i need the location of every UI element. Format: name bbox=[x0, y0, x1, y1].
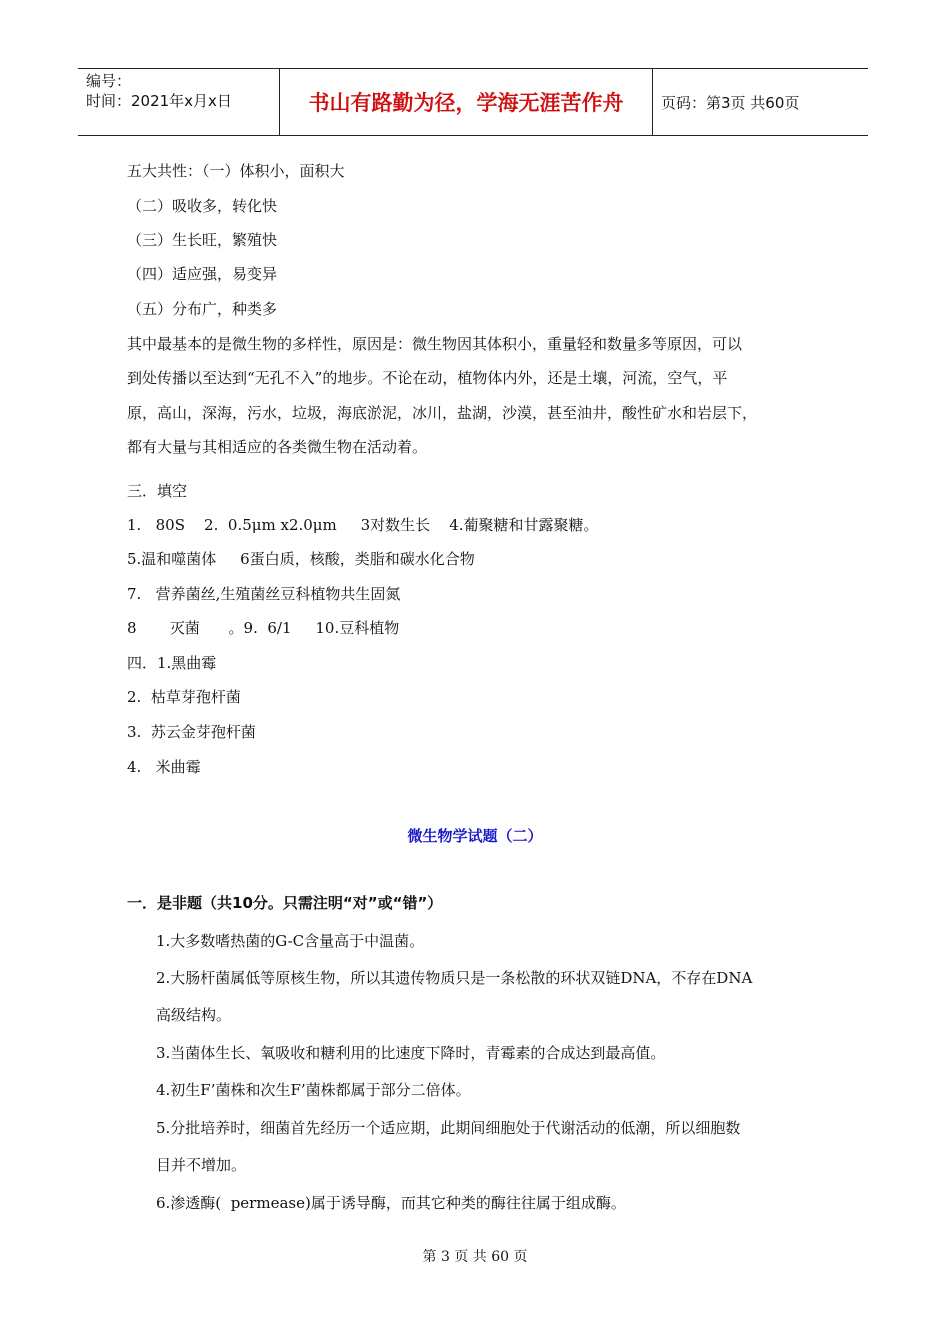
section-heading: 一．是非题（共10分。只需注明“对”或“错”） bbox=[127, 894, 443, 912]
answer-line: 8 灭菌 。9. 6/1 10.豆科植物 bbox=[127, 619, 400, 637]
header-page-number: 页码：第3页 共60页 bbox=[661, 93, 800, 112]
answer-line: （五）分布广，种类多 bbox=[127, 300, 278, 318]
answer-line: 4. 米曲霉 bbox=[127, 758, 201, 776]
answer-line: 都有大量与其相适应的各类微生物在活动着。 bbox=[127, 438, 428, 456]
answer-line: 五大共性：（一）体积小，面积大 bbox=[127, 162, 345, 180]
answer-line: 其中最基本的是微生物的多样性，原因是：微生物因其体积小，重量轻和数量多等原因，可以 bbox=[127, 335, 743, 353]
answer-line: （二）吸收多，转化快 bbox=[127, 197, 278, 215]
question-line: 4.初生F’菌株和次生F’菌株都属于部分二倍体。 bbox=[156, 1081, 471, 1099]
code-label: 编号： bbox=[86, 72, 132, 90]
header-meta bbox=[78, 69, 280, 135]
question-line: 3.当菌体生长、氧吸收和糖利用的比速度下降时，青霉素的合成达到最高值。 bbox=[156, 1044, 666, 1062]
question-line: 5.分批培养时，细菌首先经历一个适应期，此期间细胞处于代谢活动的低潮，所以细胞数 bbox=[156, 1119, 741, 1137]
question-line: 2.大肠杆菌属低等原核生物，所以其遗传物质只是一条松散的环状双链DNA，不存在DNA bbox=[156, 969, 753, 987]
header-motto: 书山有路勤为径，学海无涯苦作舟 bbox=[280, 69, 653, 135]
section-heading: 三．填空 bbox=[127, 482, 188, 500]
answer-line: 7. 营养菌丝,生殖菌丝豆科植物共生固氮 bbox=[127, 585, 401, 603]
answer-line: （三）生长旺，繁殖快 bbox=[127, 231, 278, 249]
answer-line: 原，高山，深海，污水，垃圾，海底淤泥，冰川，盐湖，沙漠，甚至油井，酸性矿水和岩层下， bbox=[127, 404, 758, 422]
time-label: 时间：2021年x月x日 bbox=[86, 92, 232, 110]
answer-line: 1. 80S 2. 0.5μm x2.0μm 3对数生长 4.葡聚糖和甘露聚糖。 bbox=[127, 516, 599, 534]
answer-line: 到处传播以至达到“无孔不入”的地步。不论在动，植物体内外，还是土壤，河流，空气，平 bbox=[127, 369, 728, 387]
question-line: 1.大多数嗜热菌的G-C含量高于中温菌。 bbox=[156, 932, 425, 950]
answer-line: 3. 苏云金芽孢杆菌 bbox=[127, 723, 256, 741]
answer-line: （四）适应强，易变异 bbox=[127, 265, 278, 283]
answer-line: 5.温和噬菌体 6蛋白质，核酸，类脂和碳水化合物 bbox=[127, 550, 475, 568]
page-footer: 第 3 页 共 60 页 bbox=[422, 1249, 528, 1265]
answer-line: 四．1.黑曲霉 bbox=[127, 654, 217, 672]
question-line: 目并不增加。 bbox=[156, 1156, 247, 1174]
question-line: 高级结构。 bbox=[156, 1006, 232, 1024]
exam-title: 微生物学试题（二） bbox=[407, 827, 543, 845]
question-line: 6.渗透酶( permease)属于诱导酶，而其它种类的酶往往属于组成酶。 bbox=[156, 1194, 626, 1212]
answer-line: 2. 枯草芽孢杆菌 bbox=[127, 688, 241, 706]
page-header bbox=[78, 68, 868, 136]
